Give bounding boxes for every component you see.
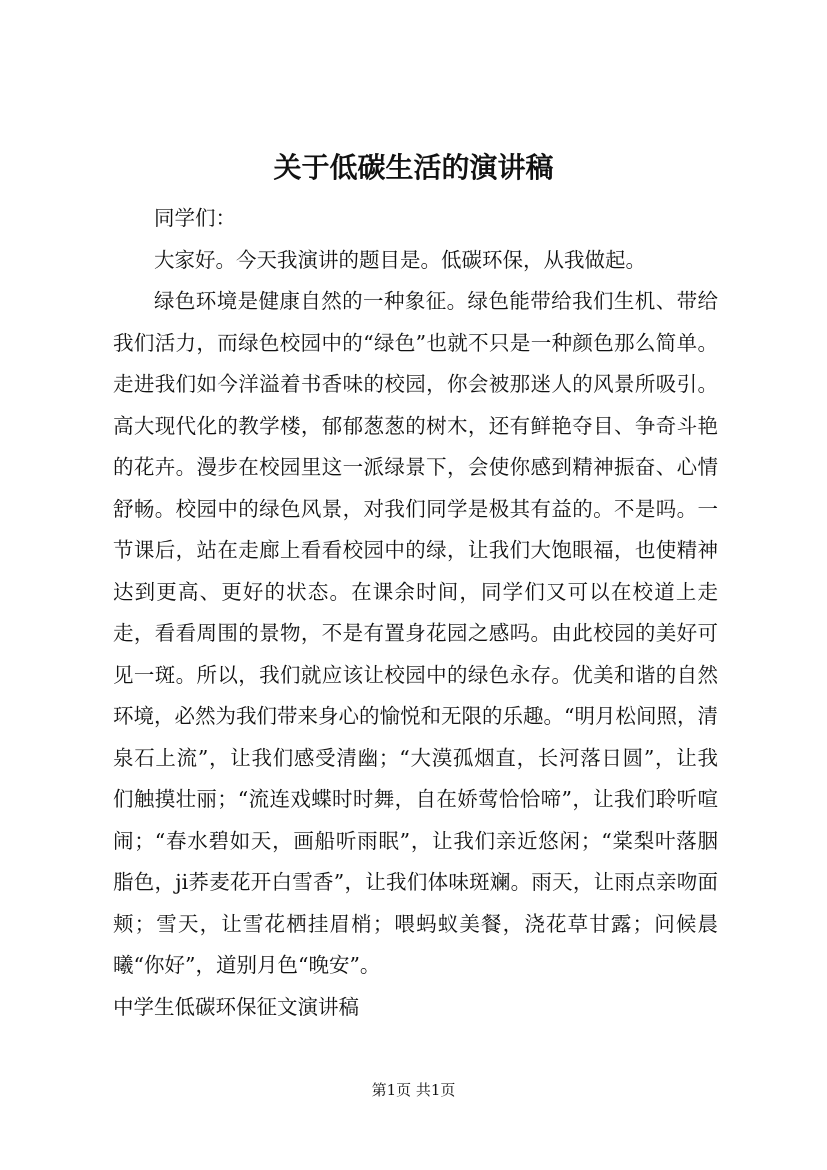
greeting-paragraph: 大家好。今天我演讲的题目是。低碳环保，从我做起。	[154, 247, 646, 272]
document-title: 关于低碳生活的演讲稿	[273, 151, 554, 184]
salutation-paragraph: 同学们：	[154, 206, 236, 230]
page-number-footer: 第1页 共1页	[371, 1081, 456, 1099]
document-body	[113, 198, 718, 1028]
main-paragraph: 绿色环境是健康自然的一种象征。绿色能带给我们生机、带给我们活力，而绿色校园中的“绿色”也就不只是一种颜色那么简单。走进我们如今洋溢着书香味的校园，你会被那迷人的风景所吸引。高大现代化的教学楼，郁郁葱葱的树木，还有鲜艳夺目、争奇斗艳的花卉。漫步在校园里这一派绿景下，会使你感到精神振奋、心情舒畅。校园中的绿色风景，对我们同学是极其有益的。不是吗。一节课后，站在走廊上看看校园中的绿，让我们大饱眼福，也使精神达到更高、更好的状态。在课余时间，同学们又可以在校道上走走，看看周围的景物，不是有置身花园之感吗。由此校园的美好可见一斑。所以，我们就应该让校园中的绿色永存。优美和谐的自然环境，必然为我们带来身心的愉悦和无限的乐趣。“明月松间照，清泉石上流”，让我们感受清幽；“大漠孤烟直，长河落日圆”，让我们触摸壮丽；“流连戏蝶时时舞，自在娇莺恰恰啼”，让我们聆听喧闹；“春水碧如天，画船听雨眠”，让我们亲近悠闲；“棠梨叶落胭脂色，ji荞麦花开白雪香”，让我们体味斑斓。雨天，让雨点亲吻面颊；雪天，让雪花栖挂眉梢；喂蚂蚁美餐，浇花草甘露；问候晨曦“你好”，道别月色“晚安”。	[113, 289, 718, 977]
closing-line: 中学生低碳环保征文演讲稿	[113, 994, 359, 1019]
